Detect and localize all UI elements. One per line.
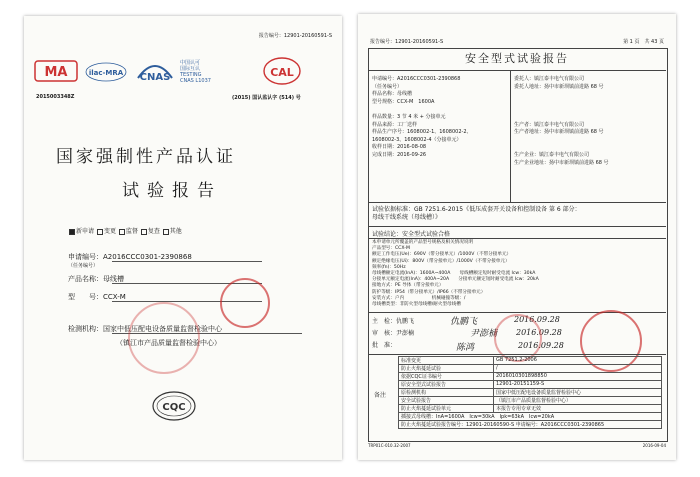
lab-name-secondary: （镇江市产品质量监督检验中心） xyxy=(116,339,221,347)
table-cell: 本报告专用专章无效 xyxy=(494,405,662,413)
table-cell: （镇江市产品质量监督检验中心） xyxy=(494,397,662,405)
checkbox-supervise xyxy=(119,229,125,235)
approval-date: 2016.09.28 xyxy=(518,341,564,350)
divider xyxy=(368,226,666,227)
accreditation-number: 2015003348Z xyxy=(36,94,75,100)
cqc-logo xyxy=(150,390,198,422)
test-standard: 试验依据标准：GB 7251.6-2015《低压成套开关设备和控制设备 第 6 部分： xyxy=(372,206,581,213)
underline xyxy=(112,261,262,262)
option-new: 新申请 xyxy=(76,228,95,235)
report-number xyxy=(370,38,443,45)
rating-line: 安装方式：户内 机械碰撞等级：/ xyxy=(372,295,466,301)
option-review: 复查 xyxy=(147,228,160,235)
sample-source: 样品来源：工厂送样 xyxy=(372,121,418,128)
divider xyxy=(368,354,666,355)
rating-line: 频率(fn)：50Hz xyxy=(372,264,406,270)
table-cell: 原检测机构 xyxy=(399,389,494,397)
cal-number: (2015) 国认监认字 (514) 号 xyxy=(232,95,301,101)
red-seal-stamp xyxy=(220,278,270,328)
rating-line: 母线槽类型：非防火型母线槽/耐火型母线槽 xyxy=(372,302,461,308)
remarks-table xyxy=(398,356,662,429)
lab-name: 国家中低压配电设备质量监督检验中心 xyxy=(103,325,222,333)
column-divider xyxy=(510,70,511,202)
rating-line: 额定工作电压(Ue)：690V（带分接单元）/1000V（不带分接单元） xyxy=(372,252,512,258)
table-row xyxy=(399,357,662,365)
table-row xyxy=(399,405,662,413)
task-note: （任务编号） xyxy=(372,83,403,90)
report-number-value: 12901-20160591-S xyxy=(395,39,444,45)
tester-label: 主 检：仇鹏飞 xyxy=(372,318,415,325)
form-date: 2016-09-04 xyxy=(642,443,666,448)
testing-accreditation xyxy=(180,60,211,84)
cnas-logo xyxy=(132,56,178,84)
checkbox-new xyxy=(69,229,75,235)
table-cell: 防止火焰蔓延试验单元 xyxy=(399,405,494,413)
ma-logo xyxy=(34,58,78,84)
report-number-value: 12901-20160591-S xyxy=(283,33,332,39)
table-cell: 防止火焰蔓延试验报告编号：12901-20160590-S 申请编号：A2016CCC0301-2390865 xyxy=(399,421,662,429)
page-number: 第 1 页 共 43 页 xyxy=(623,39,664,45)
testing-cn2: 国际互认 xyxy=(180,66,201,72)
tester-signature: 仇鹏飞 xyxy=(450,317,478,327)
review-date: 2016.09.28 xyxy=(516,328,562,337)
application-type-options xyxy=(68,226,182,235)
standard-block xyxy=(372,206,581,222)
factory: 生产企业：镇江泰丰电气有限公司 xyxy=(514,151,590,158)
test-conclusion: 试验结论：安全型式试验合格 xyxy=(372,231,451,238)
rating-line: 防护等级：IP54（带分接单元）/IP66（不带分接单元） xyxy=(372,289,486,295)
application-number: 申请编号：A2016CCC0301-2390868 xyxy=(372,76,461,82)
cqc-logo-text: CQC xyxy=(162,402,186,413)
report-number-label: 报告编号： xyxy=(258,33,284,39)
table-cell: 原安全型式试验报告 xyxy=(399,381,494,389)
table-row xyxy=(399,389,662,397)
testing-number: CNAS L1037 xyxy=(180,78,211,84)
sub-title: 试验报告 xyxy=(122,181,222,201)
option-other: 其他 xyxy=(169,228,182,235)
checkbox-review xyxy=(141,229,147,235)
manufacturer: 生产者：镇江泰丰电气有限公司 xyxy=(514,121,585,128)
table-cell: 标准变更 xyxy=(399,357,494,365)
table-row xyxy=(399,413,662,421)
table-cell: 12901-20151159-S xyxy=(494,381,662,389)
application-number-label: 申请编号： xyxy=(68,253,103,261)
checkbox-other xyxy=(163,229,169,235)
table-row xyxy=(399,365,662,373)
sample-serial-2: 1608002-3、1608002-4（分接单元） xyxy=(372,136,462,143)
table-cell: 国家中低压配电设备质量监督检验中心 xyxy=(494,389,662,397)
rating-line: 接地方式：PE 导体（带分接单元） xyxy=(372,283,444,289)
testing-en: TESTING xyxy=(180,72,202,78)
divider xyxy=(368,238,666,239)
sample-serial: 样品生产序号：1608002-1、1608002-2、 xyxy=(372,129,472,136)
checkbox-change xyxy=(97,229,103,235)
report-number-label: 报告编号： xyxy=(370,39,396,45)
model-value: CCX-M xyxy=(103,293,126,301)
remarks-label: 备注 xyxy=(374,392,387,399)
sample-info xyxy=(372,76,472,160)
main-title: 国家强制性产品认证 xyxy=(56,147,236,167)
ilac-logo xyxy=(84,60,128,84)
application-number-value: A2016CCC0301-2390868 xyxy=(103,253,192,261)
ma-logo-text: MA xyxy=(44,65,68,80)
receive-date: 收样日期：2016-08-08 xyxy=(372,144,427,151)
table-cell: 2016010301898850 xyxy=(494,373,662,381)
form-code: TRP01C-010.32-2007 xyxy=(368,443,411,448)
safety-test-report-page xyxy=(358,14,676,460)
model-spec: 型号规格：CCX-M 1600A xyxy=(372,98,435,105)
red-seal-stamp xyxy=(128,302,200,374)
divider xyxy=(368,202,666,203)
finish-date: 完成日期：2016-09-26 xyxy=(372,151,427,158)
lab-label: 检测机构： xyxy=(68,325,103,333)
table-row xyxy=(399,397,662,405)
cal-logo xyxy=(262,56,302,86)
report-number xyxy=(259,32,332,39)
applicant: 委托人：镇江泰丰电气有限公司 xyxy=(514,76,585,82)
test-standard-2: 母线干线系统（母线槽）》 xyxy=(372,214,442,221)
applicant-address: 委托人地址：扬中市新坝镇前进路 68 号 xyxy=(514,83,604,90)
manufacturer-address: 生产者地址：扬中市新坝镇前进路 68 号 xyxy=(514,129,604,136)
approver-label: 批 准： xyxy=(372,342,397,349)
table-row xyxy=(399,381,662,389)
cal-logo-text: CAL xyxy=(270,66,294,79)
cnas-logo-text: CNAS xyxy=(139,72,171,83)
ratings-heading: 本申请单元所覆盖的产品型号规格及相关情况说明 xyxy=(372,240,474,245)
sample-name: 样品名称：母线槽 xyxy=(372,91,413,98)
reviewer-label: 审 核：尹澎楠 xyxy=(372,330,415,337)
table-cell: 插接式母线槽：InA=1600A Icw=30kA Ipk=63kA Icw=20kA xyxy=(399,413,662,421)
certificate-cover-page xyxy=(24,16,342,460)
table-cell: 安全试验报告 xyxy=(399,397,494,405)
table-cell: GB 7251.2-2006 xyxy=(494,357,662,365)
sample-quantity: 样品数量：3 节 4 米 + 分接单元 xyxy=(372,113,446,120)
rating-line: 产品型号：CCX-M xyxy=(372,246,410,252)
model-label: 型 号： xyxy=(68,293,103,301)
table-row xyxy=(399,373,662,381)
ilac-logo-text: ilac-MRA xyxy=(88,69,124,77)
option-change: 变更 xyxy=(103,228,116,235)
product-name-value: 母线槽 xyxy=(103,275,124,283)
option-supervise: 监督 xyxy=(125,228,138,235)
rating-line: 额定绝缘电压(Ui)：800V（带分接单元）/1000V（不带分接单元） xyxy=(372,258,510,264)
application-note: （任务编号） xyxy=(68,263,99,269)
reviewer-signature: 尹澎楠 xyxy=(470,329,498,339)
table-cell: 依据CQC证书编号 xyxy=(399,373,494,381)
testing-cn: 中国认可 xyxy=(180,60,201,66)
approver-signature: 陈鸿 xyxy=(456,343,475,353)
rating-line: 母线槽额定电流(InA)：1600A~400A 母线槽额定短时耐受电流 Icw：30kA xyxy=(372,271,536,277)
table-cell: 防止火焰蔓延试验 xyxy=(399,365,494,373)
factory-address: 生产企业地址：扬中市新坝镇前进路 68 号 xyxy=(514,159,609,166)
table-row xyxy=(399,421,662,429)
table-cell: / xyxy=(494,365,662,373)
signature-labels xyxy=(372,316,414,352)
report-title: 安全型式试验报告 xyxy=(368,48,666,71)
ratings-block xyxy=(372,240,539,308)
product-name-label: 产品名称： xyxy=(68,275,103,283)
test-date: 2016.09.28 xyxy=(514,315,560,324)
rating-line: 分接单元额定电流(InA)：400A~20A 分接单元额定短时耐受电流 Icw：20kA xyxy=(372,277,539,283)
applicant-info xyxy=(514,76,609,167)
